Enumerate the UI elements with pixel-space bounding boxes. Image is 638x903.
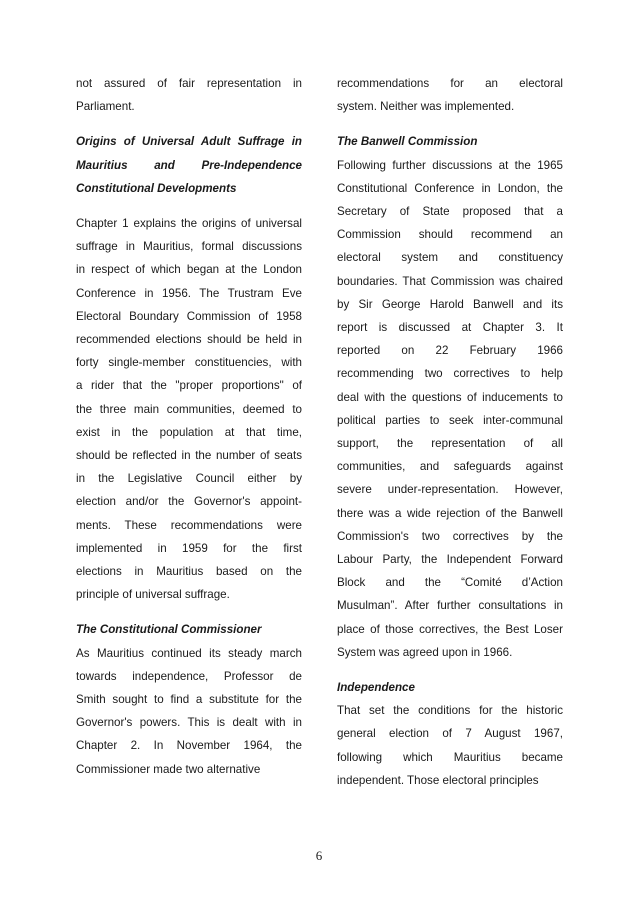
text-line: deal with the questions of inducements to xyxy=(337,390,563,404)
right-column xyxy=(337,72,563,792)
paragraph-gap xyxy=(76,118,302,130)
paragraph-gap xyxy=(337,118,563,130)
text-line: Governor's powers. This is dealt with in xyxy=(76,716,302,730)
page-number: 6 xyxy=(315,848,323,863)
text-line: communities, and safeguards against xyxy=(337,460,563,474)
text-line: independent. Those electoral principles xyxy=(337,773,539,787)
paragraph xyxy=(76,72,302,118)
paragraph xyxy=(76,642,302,781)
paragraph-gap xyxy=(337,664,563,676)
text-line: report is discussed at Chapter 3. It xyxy=(337,321,563,335)
text-line: Origins of Universal Adult Suffrage in xyxy=(76,135,302,149)
text-line: Constitutional Developments xyxy=(76,181,237,195)
section-heading xyxy=(337,676,563,699)
text-line: a rider that the "proper proportions" of xyxy=(76,379,302,393)
text-line: Labour Party, the Independent Forward xyxy=(337,553,563,567)
section-heading xyxy=(76,130,302,200)
text-line: Independence xyxy=(337,681,415,695)
text-line: principle of universal suffrage. xyxy=(76,588,230,602)
text-line: Block and the “Comité d’Action xyxy=(337,576,563,590)
text-line: recommendations for an electoral xyxy=(337,77,563,90)
text-line: Following further discussions at the 1965 xyxy=(337,158,563,172)
paragraph-gap xyxy=(76,200,302,212)
text-line: implemented in 1959 for the first xyxy=(76,541,302,555)
text-line: The Banwell Commission xyxy=(337,135,478,149)
text-line: following which Mauritius became xyxy=(337,750,563,764)
text-line: suffrage in Mauritius, formal discussions xyxy=(76,240,302,254)
text-line: Parliament. xyxy=(76,100,135,114)
text-line: in respect of which began at the London xyxy=(76,263,302,277)
paragraph xyxy=(337,699,563,792)
paragraph xyxy=(337,154,563,664)
text-line: Commission's two correctives by the xyxy=(337,529,563,543)
paragraph xyxy=(337,72,563,118)
text-line: Mauritius and Pre-Independence xyxy=(76,158,302,172)
text-line: recommended elections should be held in xyxy=(76,333,302,347)
text-line: Secretary of State proposed that a xyxy=(337,205,563,219)
text-line: reported on 22 February 1966 xyxy=(337,344,563,358)
text-line: Musulman”. After further consultations in xyxy=(337,599,563,613)
text-line: towards independence, Professor de xyxy=(76,669,302,683)
text-line: not assured of fair representation in xyxy=(76,77,302,90)
text-line: Constitutional Conference in London, the xyxy=(337,181,563,195)
text-line: by Sir George Harold Banwell and its xyxy=(337,297,563,311)
section-heading xyxy=(337,130,563,153)
text-line: Conference in 1956. The Trustram Eve xyxy=(76,286,302,300)
text-line: That set the conditions for the historic xyxy=(337,704,563,718)
text-line: support, the representation of all xyxy=(337,437,563,451)
text-line: Commissioner made two alternative xyxy=(76,762,261,776)
text-line: exist in the population at that time, xyxy=(76,425,302,439)
text-line: election and/or the Governor's appoint- xyxy=(76,495,302,509)
text-line: forty single-member constituencies, with xyxy=(76,356,302,370)
text-line: place of those correctives, the Best Loser xyxy=(337,622,563,636)
text-line: Chapter 2. In November 1964, the xyxy=(76,739,302,753)
text-line: Chapter 1 explains the origins of universal xyxy=(76,217,302,231)
text-line: political parties to seek inter-communal xyxy=(337,413,563,427)
text-line: As Mauritius continued its steady march xyxy=(76,646,302,660)
left-column xyxy=(76,72,302,781)
text-line: Electoral Boundary Commission of 1958 xyxy=(76,309,302,323)
section-heading xyxy=(76,618,302,641)
text-line: boundaries. That Commission was chaired xyxy=(337,274,563,288)
text-line: should be reflected in the number of seats xyxy=(76,449,302,463)
text-line: recommending two correctives to help xyxy=(337,367,563,381)
paragraph-gap xyxy=(76,606,302,618)
text-line: The Constitutional Commissioner xyxy=(76,623,262,637)
text-line: the three main communities, deemed to xyxy=(76,402,302,416)
text-line: system. Neither was implemented. xyxy=(337,100,515,114)
text-line: electoral system and constituency xyxy=(337,251,563,265)
paragraph xyxy=(76,212,302,606)
text-line: System was agreed upon in 1966. xyxy=(337,645,513,659)
text-line: Commission should recommend an xyxy=(337,228,563,242)
text-line: Smith sought to find a substitute for the xyxy=(76,693,302,707)
text-line: ments. These recommendations were xyxy=(76,518,302,532)
text-line: elections in Mauritius based on the xyxy=(76,565,302,579)
text-line: general election of 7 August 1967, xyxy=(337,727,563,741)
text-line: there was a wide rejection of the Banwell xyxy=(337,506,563,520)
text-line: severe under-representation. However, xyxy=(337,483,563,497)
text-line: in the Legislative Council either by xyxy=(76,472,302,486)
